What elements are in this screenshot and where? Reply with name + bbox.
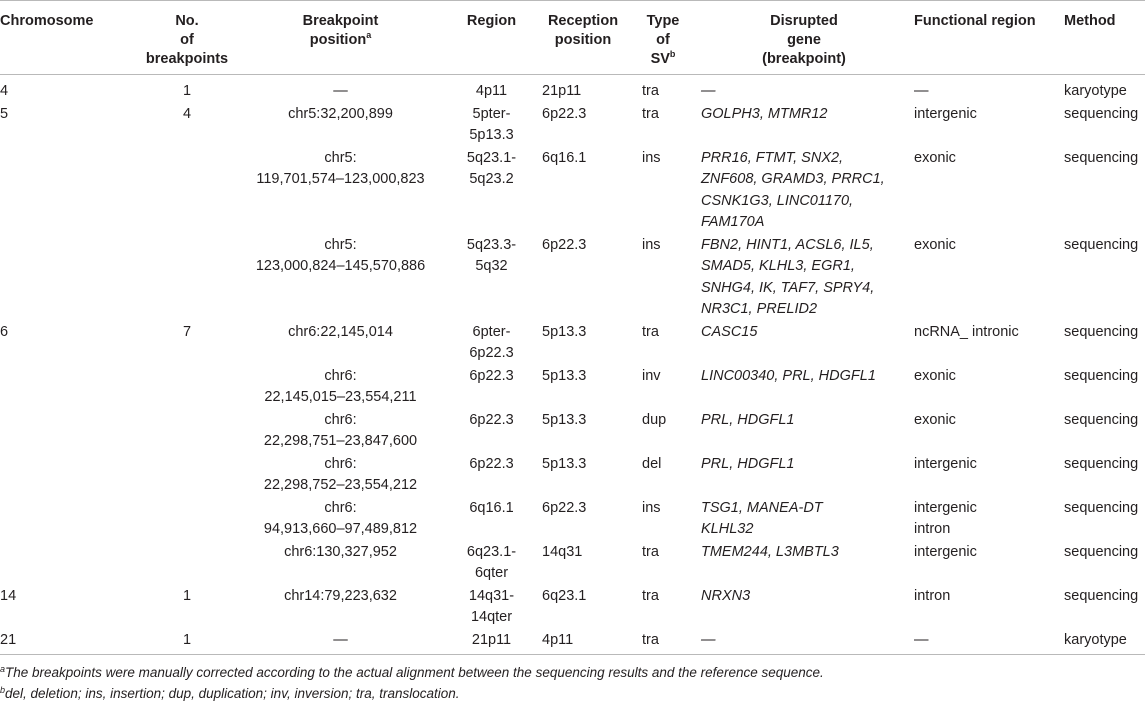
cell-chromosome: [0, 365, 142, 409]
cell-method: sequencing: [1064, 149, 1139, 166]
cell-breakpoints: [142, 497, 232, 541]
cell-breakpoints: [142, 365, 232, 409]
cell-method: sequencing: [1064, 367, 1139, 384]
cell-breakpoints: 7: [182, 323, 192, 340]
cell-breakpoint-position: chr5: 119,701,574–123,000,823: [256, 149, 425, 187]
cell-sv-type: ins: [642, 149, 661, 166]
cell-reception-position: 6p22.3: [542, 236, 587, 253]
cell-disrupted-gene: PRR16, FTMT, SNX2, ZNF608, GRAMD3, PRRC1, CSNK1G3, LINC01170, FAM170A: [701, 149, 885, 230]
table-row: [0, 365, 1145, 409]
cell-chromosome: [0, 409, 142, 453]
cell-breakpoints: 4: [182, 105, 192, 122]
cell-breakpoints: [142, 453, 232, 497]
table-row: [0, 409, 1145, 453]
cell-reception-position: 5p13.3: [542, 367, 587, 384]
cell-sv-type: inv: [642, 367, 661, 384]
footnote-mark-a: a: [366, 30, 372, 40]
cell-functional-region: intron: [914, 587, 951, 604]
cell-reception-position: 5p13.3: [542, 323, 587, 340]
header-functional-region: Functional region: [914, 1, 1064, 75]
cell-sv-type: tra: [642, 83, 659, 99]
cell-region: 6p22.3: [469, 455, 514, 472]
cell-disrupted-gene: —: [701, 83, 716, 99]
cell-functional-region: intergenic: [914, 105, 977, 122]
cell-disrupted-gene: FBN2, HINT1, ACSL6, IL5, SMAD5, KLHL3, EGR1, SNHG4, IK, TAF7, SPRY4, NR3C1, PRELID2: [701, 236, 875, 317]
cell-sv-type: tra: [632, 629, 694, 655]
cell-chromosome: 5: [0, 105, 9, 122]
cell-breakpoint-position: chr6: 22,145,015–23,554,211: [264, 367, 417, 405]
cell-disrupted-gene: GOLPH3, MTMR12: [701, 105, 828, 122]
cell-chromosome: [0, 147, 142, 234]
cell-disrupted-gene: TMEM244, L3MBTL3: [701, 543, 839, 560]
cell-method: karyotype: [1064, 629, 1145, 655]
footnote-mark-b: b: [669, 49, 676, 59]
cell-chromosome: 6: [0, 323, 9, 340]
cell-breakpoints: [142, 234, 232, 321]
cell-functional-region: exonic: [914, 149, 956, 166]
cell-breakpoint-position: —: [333, 83, 348, 99]
footnote-b: $^b$del, deletion; ins, insertion; dup, duplication; inv, inversion; tra, translocation.: [0, 685, 460, 701]
cell-breakpoint-position: chr6:22,145,014: [288, 323, 393, 340]
cell-breakpoint-position: chr6:130,327,952: [284, 543, 397, 560]
header-chromosome: Chromosome: [0, 1, 142, 75]
cell-region: 6q23.1- 6qter: [466, 543, 517, 581]
table-row: [0, 629, 1145, 655]
cell-region: 21p11: [449, 629, 534, 655]
header-row: [0, 1, 1145, 75]
table-header: [0, 1, 1145, 75]
cell-functional-region: intergenic intron: [914, 499, 977, 537]
table-row: [0, 541, 1145, 585]
cell-functional-region: intergenic: [914, 543, 977, 560]
cell-breakpoints: [142, 147, 232, 234]
cell-method: sequencing: [1064, 455, 1139, 472]
cell-reception-position: 6q23.1: [542, 587, 587, 604]
cell-disrupted-gene: —: [694, 629, 914, 655]
cell-sv-type: tra: [642, 587, 659, 604]
cell-chromosome: [0, 234, 142, 321]
cell-disrupted-gene: TSG1, MANEA-DT KLHL32: [701, 499, 823, 537]
cell-reception-position: 21p11: [542, 83, 582, 99]
cell-method: sequencing: [1064, 587, 1139, 604]
cell-disrupted-gene: CASC15: [701, 323, 758, 340]
cell-disrupted-gene: NRXN3: [701, 587, 751, 604]
cell-chromosome: [0, 497, 142, 541]
cell-functional-region: ncRNA_ intronic: [914, 323, 1019, 340]
cell-functional-region: exonic: [914, 236, 956, 253]
cell-breakpoints: 1: [182, 587, 192, 604]
cell-method: sequencing: [1064, 499, 1139, 516]
cell-breakpoint-position: chr5: 123,000,824–145,570,886: [255, 236, 426, 274]
cell-region: 6p22.3: [469, 411, 514, 428]
cell-breakpoint-position: —: [232, 629, 449, 655]
cell-sv-type: ins: [642, 236, 661, 253]
cell-disrupted-gene: LINC00340, PRL, HDGFL1: [701, 367, 876, 384]
cell-method: sequencing: [1064, 236, 1139, 253]
table-body: [0, 75, 1145, 655]
cell-disrupted-gene: PRL, HDGFL1: [701, 455, 795, 472]
cell-chromosome: 21: [0, 629, 142, 655]
cell-method: sequencing: [1064, 411, 1139, 428]
cell-method: sequencing: [1064, 543, 1139, 560]
table-row: [0, 103, 1145, 147]
table-row: [0, 453, 1145, 497]
cell-breakpoint-position: chr6: 22,298,751–23,847,600: [263, 411, 418, 449]
cell-region: 6p22.3: [469, 367, 514, 384]
cell-method: sequencing: [1064, 105, 1139, 122]
cell-sv-type: del: [642, 455, 662, 472]
cell-breakpoints: [142, 541, 232, 585]
cell-chromosome: 4: [0, 83, 9, 99]
cell-region: 5q23.1- 5q23.2: [466, 149, 517, 187]
cell-region: 4p11: [475, 83, 508, 99]
cell-chromosome: 14: [0, 587, 17, 604]
cell-region: 6q16.1: [469, 499, 514, 516]
table-row: [0, 75, 1145, 103]
cell-reception-position: 6q16.1: [542, 149, 587, 166]
table-footnotes: [0, 662, 824, 704]
cell-disrupted-gene: PRL, HDGFL1: [701, 411, 795, 428]
cell-reception-position: 14q31: [542, 543, 583, 560]
footnote-a: $^a$The breakpoints were manually corrected according to the actual alignment between the sequencing results and the reference sequence.: [0, 664, 824, 680]
cell-sv-type: tra: [642, 543, 659, 560]
cell-functional-region: exonic: [914, 411, 956, 428]
cell-breakpoint-position: chr6: 94,913,660–97,489,812: [263, 499, 418, 537]
table-row: [0, 234, 1145, 321]
cell-breakpoint-position: chr5:32,200,899: [288, 105, 393, 122]
cell-method: sequencing: [1064, 323, 1139, 340]
cell-chromosome: [0, 541, 142, 585]
header-breakpoints: No. of breakpoints: [142, 1, 232, 75]
cell-reception-position: 5p13.3: [542, 455, 587, 472]
header-disrupted-gene: Disrupted gene (breakpoint): [694, 1, 914, 75]
cell-sv-type: dup: [642, 411, 667, 428]
cell-functional-region: exonic: [914, 367, 956, 384]
cell-reception-position: 6p22.3: [542, 499, 587, 516]
cell-functional-region: intergenic: [914, 455, 977, 472]
cell-breakpoint-position: chr6: 22,298,752–23,554,212: [263, 455, 418, 493]
cell-sv-type: tra: [642, 105, 659, 122]
cell-reception-position: 4p11: [534, 629, 632, 655]
cell-breakpoints: 1: [182, 83, 192, 99]
cell-chromosome: [0, 453, 142, 497]
cell-region: 6pter- 6p22.3: [469, 323, 514, 361]
cell-sv-type: tra: [642, 323, 659, 340]
table-row: [0, 585, 1145, 629]
table-row: [0, 497, 1145, 541]
header-method: Method: [1064, 1, 1145, 75]
header-reception-position: Reception position: [534, 1, 632, 75]
cell-sv-type: ins: [642, 499, 661, 516]
cell-reception-position: 6p22.3: [542, 105, 587, 122]
header-sv-type: Type of $SV^b$: [632, 1, 694, 75]
cell-breakpoint-position: chr14:79,223,632: [284, 587, 397, 604]
cell-region: 5q23.3- 5q32: [466, 236, 517, 274]
cell-region: 5pter- 5p13.3: [469, 105, 514, 143]
cell-breakpoints: [142, 409, 232, 453]
table-row: [0, 321, 1145, 365]
table-row: [0, 147, 1145, 234]
header-region: Region: [449, 1, 534, 75]
cell-method: karyotype: [1064, 83, 1127, 99]
cell-region: 14q31- 14qter: [468, 587, 515, 625]
cell-breakpoints: 1: [142, 629, 232, 655]
cell-reception-position: 5p13.3: [542, 411, 587, 428]
header-breakpoint-position: Breakpoint position$^a$: [232, 1, 449, 75]
cell-functional-region: —: [914, 83, 929, 99]
cell-functional-region: —: [914, 629, 1064, 655]
